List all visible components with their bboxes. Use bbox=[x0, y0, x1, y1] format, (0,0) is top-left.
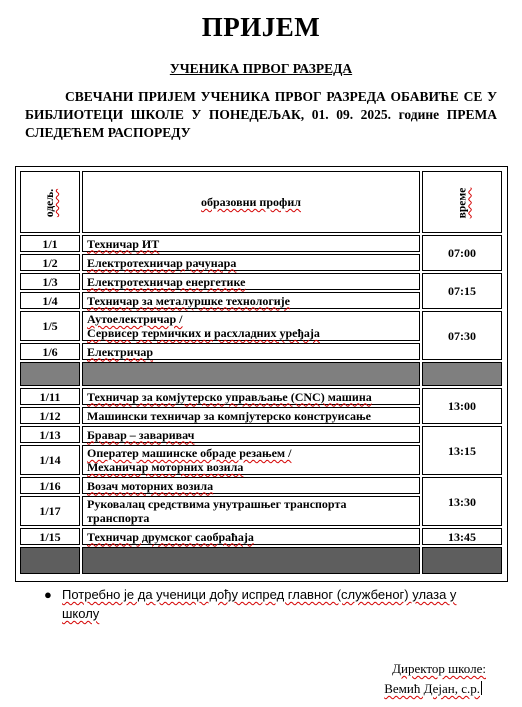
table-row: 1/5 Аутоелектричар / Сервисер термичких и расхладних уређаја 07:30 bbox=[20, 311, 502, 341]
schedule-table-frame bbox=[15, 166, 508, 582]
separator-row bbox=[20, 362, 502, 386]
table-header-row bbox=[20, 171, 502, 233]
time-cell: 13:15 bbox=[422, 426, 502, 475]
table-row: 1/15 Техничар друмског саобраћаја 13:45 bbox=[20, 528, 502, 545]
header-time: време bbox=[422, 171, 502, 233]
bullet-note: ● Потребно је да ученици дођу испред главног (службеног) улаза у школу bbox=[44, 587, 457, 621]
time-cell: 07:15 bbox=[422, 273, 502, 309]
header-profile: образовни профил bbox=[82, 171, 420, 233]
table-row: 1/17 Руковалац средствима унутрашњег транспорта транспорта bbox=[20, 496, 502, 526]
intro-paragraph: СВЕЧАНИ ПРИЈЕМ УЧЕНИКА ПРВОГ РАЗРЕДА ОБАВИЋЕ СЕ У БИБЛИОТЕЦИ ШКОЛЕ У ПОНЕДЕЉАК, 01. 09. 2025. године ПРЕМА СЛЕДЕЋЕМ РАСПОРЕДУ bbox=[25, 89, 497, 140]
table-row: 1/14 Оператер машинске обраде резањем / Механичар моторних возила bbox=[20, 445, 502, 475]
table-row: 1/6 Електричар bbox=[20, 343, 502, 360]
time-cell: 13:00 bbox=[422, 388, 502, 424]
table-row: 1/11 Техничар за комјутерско управљање (CNC) машина 13:00 bbox=[20, 388, 502, 405]
schedule-table bbox=[18, 169, 504, 576]
table-row: 1/2 Електротехничар рачунара bbox=[20, 254, 502, 271]
table-row: 1/12 Машински техничар за компјутерско конструисање bbox=[20, 407, 502, 424]
time-cell: 07:00 bbox=[422, 235, 502, 271]
table-row: 1/13 Бравар – заваривач 13:15 bbox=[20, 426, 502, 443]
text-cursor bbox=[481, 681, 482, 695]
bullet-icon: ● bbox=[44, 587, 52, 602]
page-title: ПРИЈЕМ bbox=[201, 12, 321, 42]
time-cell: 13:45 bbox=[422, 528, 502, 545]
table-row: 1/3 Електротехничар енергетике 07:15 bbox=[20, 273, 502, 290]
table-row: 1/16 Возач моторних возила 13:30 bbox=[20, 477, 502, 494]
table-row: 1/4 Техничар за металуршке технологије bbox=[20, 292, 502, 309]
signature-title: Директор школе: bbox=[392, 661, 486, 676]
header-class: одељ. bbox=[20, 171, 80, 233]
separator-row bbox=[20, 547, 502, 574]
time-cell: 13:30 bbox=[422, 477, 502, 526]
time-cell: 07:30 bbox=[422, 311, 502, 360]
signature-name: Вемић Дејан, с.р. bbox=[384, 681, 480, 696]
signature-block bbox=[384, 659, 486, 699]
page-subtitle: УЧЕНИКА ПРВОГ РАЗРЕДА bbox=[169, 61, 353, 76]
table-row: 1/1 Техничар ИТ 07:00 bbox=[20, 235, 502, 252]
